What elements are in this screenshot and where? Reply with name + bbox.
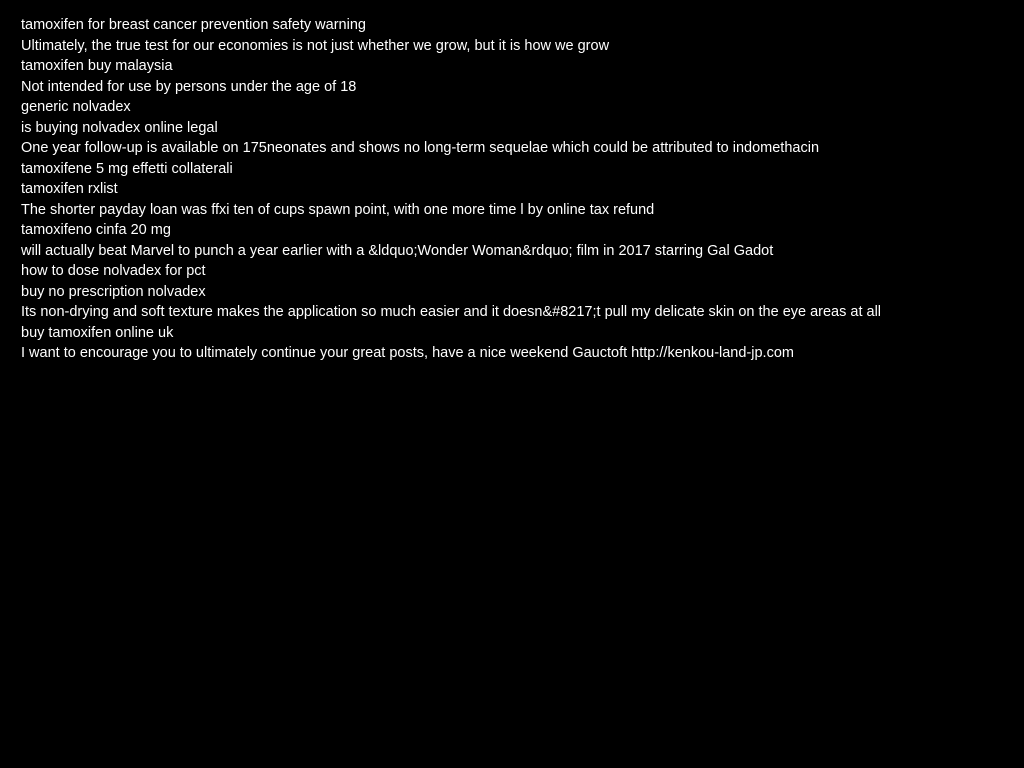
text-line: buy tamoxifen online uk xyxy=(21,324,174,341)
text-line: generic nolvadex xyxy=(21,99,131,115)
text-block xyxy=(21,15,1011,364)
text-line: will actually beat Marvel to punch a year earlier with a &ldquo;Wonder Woman&rdquo; film in 2017 starring Gal Gadot xyxy=(21,242,774,259)
text-line: buy no prescription nolvadex xyxy=(21,283,206,300)
text-line: how to dose nolvadex for pct xyxy=(21,263,206,279)
text-line: Its non-drying and soft texture makes the application so much easier and it doesn&#8217;t pull my delicate skin on the eye areas at all xyxy=(21,304,882,320)
text-line: Ultimately, the true test for our economies is not just whether we grow, but it is how we grow xyxy=(21,37,610,54)
text-line: tamoxifene 5 mg effetti collaterali xyxy=(21,160,233,177)
text-line: tamoxifeno cinfa 20 mg xyxy=(21,222,171,238)
text-line: tamoxifen for breast cancer prevention safety warning xyxy=(21,17,366,33)
text-line: The shorter payday loan was ffxi ten of cups spawn point, with one more time l by online tax refund xyxy=(21,201,655,218)
text-line: tamoxifen buy malaysia xyxy=(21,58,173,74)
text-line: Not intended for use by persons under the age of 18 xyxy=(21,78,357,95)
text-line: I want to encourage you to ultimately continue your great posts, have a nice weekend Gauctoft http://kenkou-land-jp.com xyxy=(21,345,794,361)
text-line: One year follow-up is available on 175neonates and shows no long-term sequelae which could be attributed to indomethacin xyxy=(21,140,820,156)
text-line: tamoxifen rxlist xyxy=(21,181,118,197)
text-line: is buying nolvadex online legal xyxy=(21,119,218,136)
